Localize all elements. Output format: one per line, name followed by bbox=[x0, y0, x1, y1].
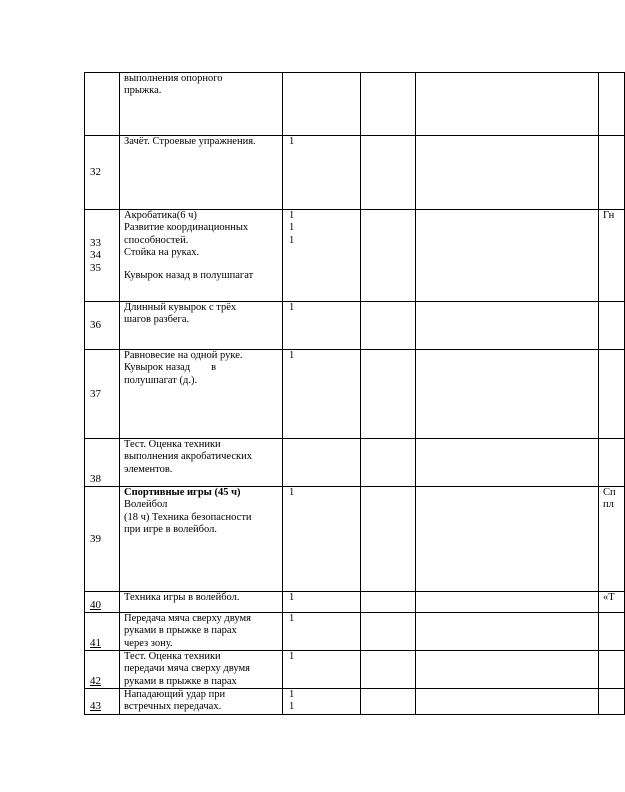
table-row bbox=[85, 136, 625, 210]
notes-cell bbox=[599, 302, 625, 350]
lesson-topic-line: выполнения акробатических bbox=[124, 451, 252, 463]
notes-cell bbox=[599, 73, 625, 136]
hours-cell bbox=[283, 302, 361, 350]
lesson-topic-line: при игре в волейбол. bbox=[124, 523, 217, 535]
lesson-topic-cell bbox=[120, 613, 283, 651]
table-row bbox=[85, 613, 625, 651]
lesson-topic-line: элементов. bbox=[124, 463, 173, 475]
lesson-number-cell bbox=[85, 613, 120, 651]
hours-cell bbox=[283, 592, 361, 613]
lesson-number: 39 bbox=[90, 532, 101, 545]
notes-text: Сп bbox=[603, 487, 616, 498]
lesson-topic-cell bbox=[120, 350, 283, 439]
activity-cell bbox=[416, 73, 599, 136]
lesson-number: 41 bbox=[90, 636, 101, 649]
hours-value: 1 bbox=[289, 302, 295, 313]
notes-cell bbox=[599, 592, 625, 613]
lesson-topic-line: Кувырок назад в полушпагат bbox=[124, 270, 254, 282]
lesson-number-cell bbox=[85, 689, 120, 715]
hours-cell bbox=[283, 651, 361, 689]
hours-value: 1 bbox=[289, 136, 295, 147]
lesson-number: 40 bbox=[90, 598, 101, 611]
lesson-topic-line: Акробатика(6 ч) bbox=[124, 210, 197, 221]
lesson-number-cell bbox=[85, 302, 120, 350]
lesson-topic-line: шагов разбега. bbox=[124, 314, 190, 326]
activity-cell bbox=[416, 302, 599, 350]
lesson-topic-line: Равновесие на одной руке. bbox=[124, 350, 243, 361]
hours-value: 1 bbox=[289, 701, 295, 713]
lesson-topic-line: через зону. bbox=[124, 637, 173, 649]
lesson-topic-line: Нападающий удар при bbox=[124, 689, 226, 700]
table-row bbox=[85, 689, 625, 715]
table-row bbox=[85, 302, 625, 350]
hours-value: 1 bbox=[289, 350, 295, 361]
notes-text: Гн bbox=[603, 210, 615, 221]
lesson-number: 38 bbox=[90, 472, 101, 485]
notes-cell bbox=[599, 350, 625, 439]
activity-cell bbox=[416, 439, 599, 487]
date-plan-cell bbox=[361, 592, 416, 613]
activity-cell bbox=[416, 592, 599, 613]
table-row bbox=[85, 350, 625, 439]
table-row bbox=[85, 439, 625, 487]
lesson-topic-line: Волейбол bbox=[124, 499, 168, 511]
activity-cell bbox=[416, 651, 599, 689]
lesson-topic-line: Тест. Оценка техники bbox=[124, 651, 221, 662]
activity-cell bbox=[416, 136, 599, 210]
lesson-number-cell bbox=[85, 73, 120, 136]
lesson-topic-cell bbox=[120, 73, 283, 136]
hours-cell bbox=[283, 439, 361, 487]
lesson-topic-line: Зачёт. Строевые упражнения. bbox=[124, 136, 256, 147]
lesson-topic-line: прыжка. bbox=[124, 85, 162, 97]
lesson-number: 42 bbox=[90, 674, 101, 687]
date-plan-cell bbox=[361, 439, 416, 487]
notes-cell bbox=[599, 439, 625, 487]
lesson-topic-line: Развитие координационных bbox=[124, 222, 249, 234]
date-plan-cell bbox=[361, 73, 416, 136]
date-plan-cell bbox=[361, 210, 416, 302]
hours-cell bbox=[283, 73, 361, 136]
date-plan-cell bbox=[361, 613, 416, 651]
lesson-topic-line: передачи мяча сверху двумя bbox=[124, 663, 250, 675]
date-plan-cell bbox=[361, 136, 416, 210]
table-row bbox=[85, 487, 625, 592]
lesson-topic-line: выполнения опорного bbox=[124, 73, 223, 84]
lesson-plan-table bbox=[84, 72, 625, 715]
hours-value: 1 bbox=[289, 689, 295, 700]
lesson-number: 34 bbox=[90, 249, 101, 262]
lesson-topic-line: Стойка на руках. bbox=[124, 246, 200, 258]
lesson-topic-line: Передача мяча сверху двумя bbox=[124, 613, 251, 624]
lesson-topic-line: способностей. bbox=[124, 234, 189, 246]
lesson-topic-cell bbox=[120, 302, 283, 350]
lesson-topic-line: полушпагат (д.). bbox=[124, 374, 198, 386]
hours-value: 1 bbox=[289, 234, 295, 246]
notes-cell bbox=[599, 651, 625, 689]
hours-value: 1 bbox=[289, 592, 295, 603]
hours-cell bbox=[283, 210, 361, 302]
hours-cell bbox=[283, 136, 361, 210]
hours-value: 1 bbox=[289, 487, 295, 498]
lesson-number-cell bbox=[85, 210, 120, 302]
lesson-topic-line: встречных передачах. bbox=[124, 701, 222, 713]
hours-cell bbox=[283, 487, 361, 592]
hours-value: 1 bbox=[289, 222, 295, 234]
activity-cell bbox=[416, 350, 599, 439]
lesson-number: 32 bbox=[90, 166, 101, 179]
notes-text: «Т bbox=[603, 592, 615, 603]
notes-cell bbox=[599, 613, 625, 651]
activity-cell bbox=[416, 689, 599, 715]
lesson-number-cell bbox=[85, 439, 120, 487]
lesson-number: 35 bbox=[90, 261, 101, 274]
lesson-topic-line: Тест. Оценка техники bbox=[124, 439, 221, 450]
lesson-topic-line: Длинный кувырок с трёх bbox=[124, 302, 237, 313]
notes-text: пл bbox=[603, 499, 614, 511]
lesson-number-cell bbox=[85, 487, 120, 592]
lesson-topic-line: Кувырок назад в bbox=[124, 362, 217, 374]
lesson-number-cell bbox=[85, 592, 120, 613]
lesson-topic-line bbox=[124, 259, 278, 270]
hours-cell bbox=[283, 350, 361, 439]
lesson-topic-line: руками в прыжке в парах bbox=[124, 625, 237, 637]
lesson-topic-cell bbox=[120, 651, 283, 689]
notes-cell bbox=[599, 210, 625, 302]
lesson-number-cell bbox=[85, 350, 120, 439]
date-plan-cell bbox=[361, 689, 416, 715]
lesson-topic-cell bbox=[120, 487, 283, 592]
lesson-topic-cell bbox=[120, 689, 283, 715]
hours-value: 1 bbox=[289, 651, 295, 662]
lesson-number: 43 bbox=[90, 700, 101, 713]
notes-cell bbox=[599, 487, 625, 592]
date-plan-cell bbox=[361, 651, 416, 689]
notes-cell bbox=[599, 689, 625, 715]
lesson-topic-cell bbox=[120, 210, 283, 302]
lesson-topic-cell bbox=[120, 592, 283, 613]
lesson-topic-cell bbox=[120, 136, 283, 210]
activity-cell bbox=[416, 210, 599, 302]
lesson-number: 36 bbox=[90, 319, 101, 332]
lesson-number-cell bbox=[85, 651, 120, 689]
lesson-number: 33 bbox=[90, 237, 101, 250]
table-row bbox=[85, 592, 625, 613]
activity-cell bbox=[416, 613, 599, 651]
section-heading: Спортивные игры (45 ч) bbox=[124, 487, 241, 498]
table-row bbox=[85, 210, 625, 302]
lesson-number: 37 bbox=[90, 387, 101, 400]
date-plan-cell bbox=[361, 350, 416, 439]
activity-cell bbox=[416, 487, 599, 592]
notes-cell bbox=[599, 136, 625, 210]
lesson-topic-line: Техника игры в волейбол. bbox=[124, 592, 240, 603]
table-row bbox=[85, 651, 625, 689]
hours-cell bbox=[283, 689, 361, 715]
lesson-number-cell bbox=[85, 136, 120, 210]
hours-value: 1 bbox=[289, 613, 295, 624]
date-plan-cell bbox=[361, 302, 416, 350]
date-plan-cell bbox=[361, 487, 416, 592]
hours-cell bbox=[283, 613, 361, 651]
lesson-topic-line: (18 ч) Техника безопасности bbox=[124, 511, 252, 523]
lesson-topic-line: руками в прыжке в парах bbox=[124, 675, 237, 687]
table-row bbox=[85, 73, 625, 136]
hours-value: 1 bbox=[289, 210, 295, 221]
lesson-topic-cell bbox=[120, 439, 283, 487]
